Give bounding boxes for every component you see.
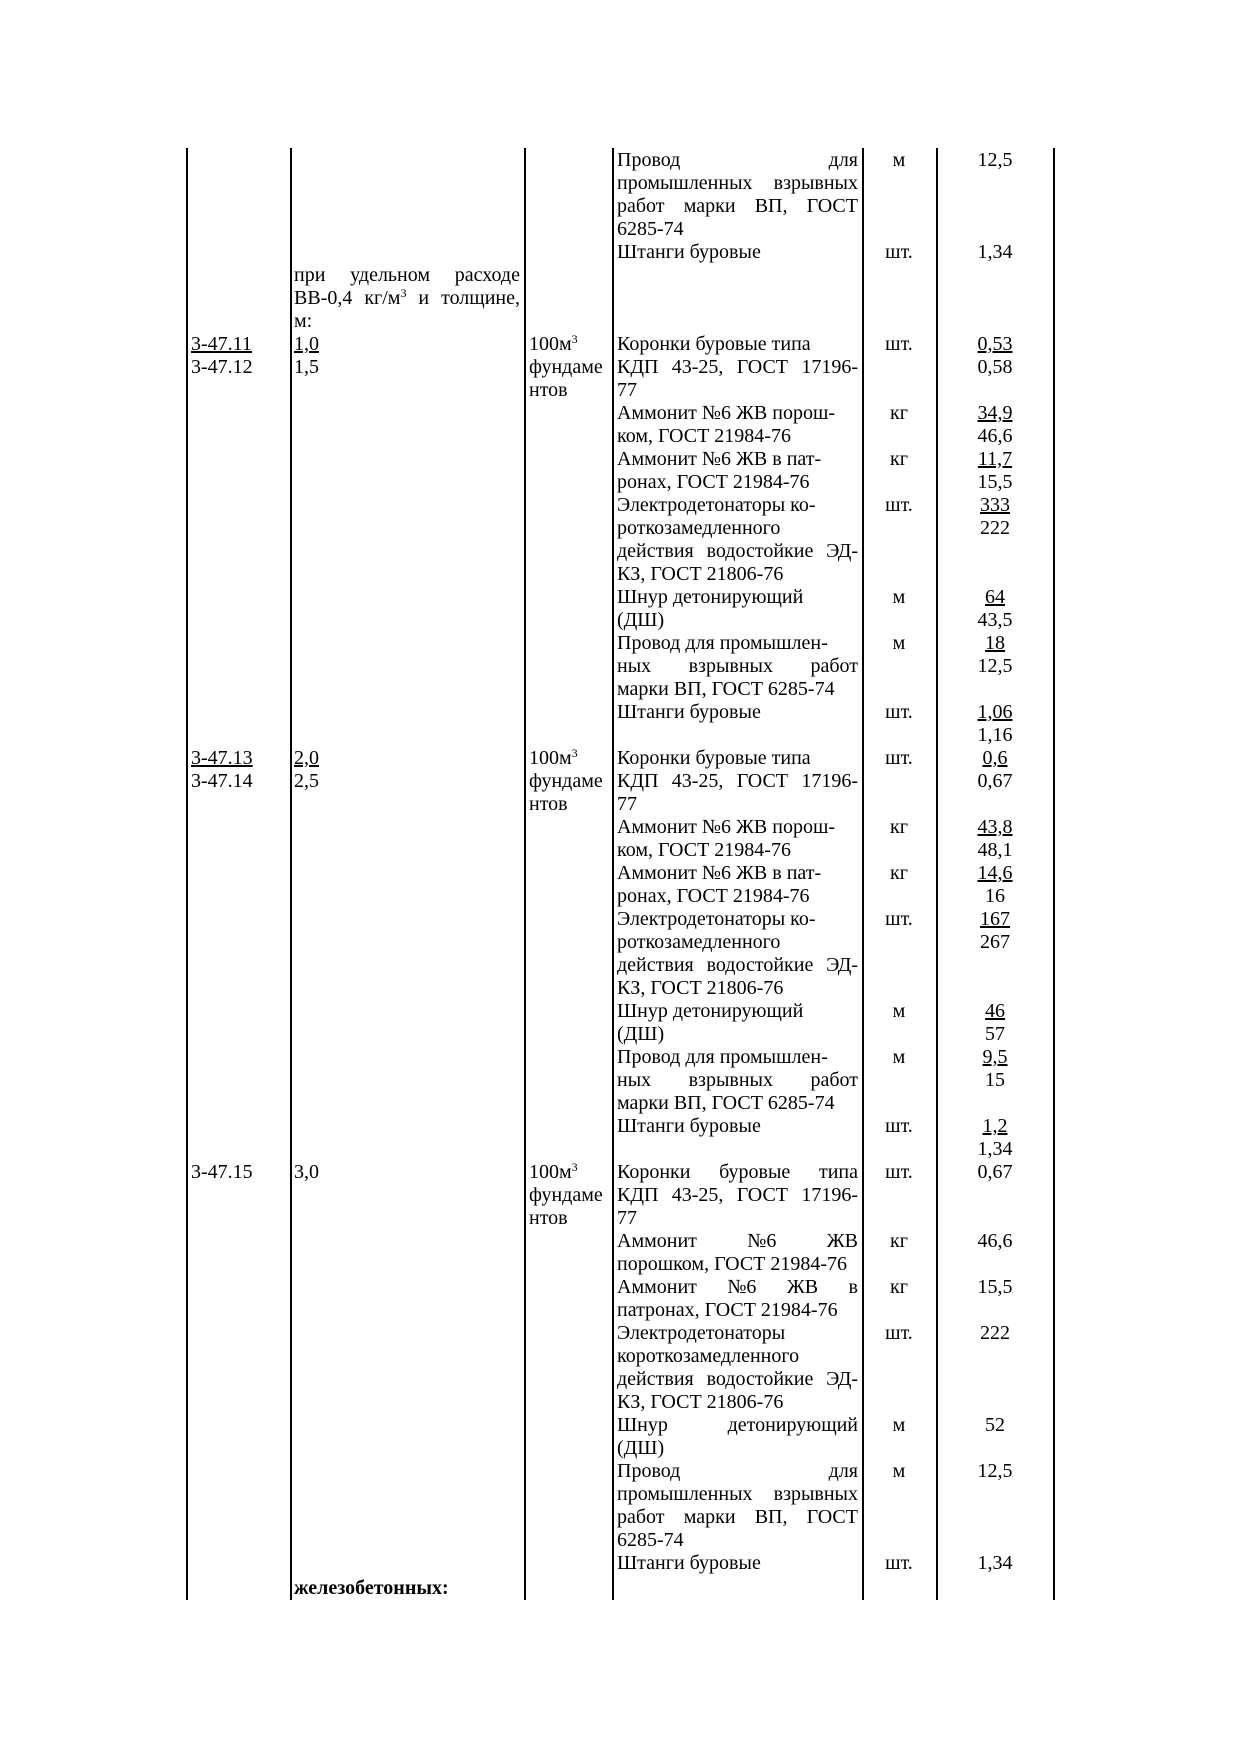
unit: кг <box>890 448 908 470</box>
unit: кг <box>890 1230 908 1252</box>
resource-name: действия водостойкие ЭД- <box>617 540 858 562</box>
resource-name: действия водостойкие ЭД- <box>617 954 858 976</box>
resource-name: 6285-74 <box>617 1529 684 1551</box>
resource-name: короткозамедленного <box>617 1345 800 1367</box>
resource-name: 77 <box>617 379 637 401</box>
value: 18 <box>985 632 1005 654</box>
value: 11,7 <box>977 448 1013 470</box>
resource-name: Шнур детонирующий <box>617 1414 858 1436</box>
value: 9,5 <box>982 1046 1008 1068</box>
unit: шт. <box>885 1115 913 1137</box>
resource-name: Штанги буровые <box>617 701 761 723</box>
thickness: 2,0 <box>294 747 319 769</box>
resource-name: Штанги буровые <box>617 241 761 263</box>
resource-name: ронах, ГОСТ 21984-76 <box>617 471 810 493</box>
resource-name: Провод для промышлен- <box>617 632 828 654</box>
thickness: 1,0 <box>294 333 319 355</box>
unit: м <box>892 1414 906 1436</box>
value: 1,16 <box>977 724 1013 746</box>
code: 3-47.15 <box>191 1161 253 1183</box>
unit: шт. <box>885 241 913 263</box>
meter: фундаме <box>529 1184 603 1206</box>
value: 0,67 <box>977 1161 1013 1183</box>
resource-name: 77 <box>617 1207 637 1229</box>
column-divider-1 <box>290 148 292 1600</box>
resource-name: Электродетонаторы ко- <box>617 494 816 516</box>
value: 15 <box>985 1069 1005 1091</box>
value: 0,67 <box>977 770 1013 792</box>
thickness: 2,5 <box>294 770 319 792</box>
meter: $100м^3$ <box>529 746 578 769</box>
unit: м <box>892 586 906 608</box>
value: 0,58 <box>977 356 1013 378</box>
unit: шт. <box>885 494 913 516</box>
value: 333 <box>980 494 1010 516</box>
resource-name: Электродетонаторы <box>617 1322 786 1344</box>
unit: м <box>892 1460 906 1482</box>
resource-name: Шнур детонирующий <box>617 1000 804 1022</box>
unit: шт. <box>885 908 913 930</box>
code: 3-47.13 <box>191 747 253 769</box>
meter: фундаме <box>529 356 603 378</box>
resource-name: КЗ, ГОСТ 21806-76 <box>617 1391 784 1413</box>
resource-name: КДП 43-25, ГОСТ 17196- <box>617 356 858 378</box>
value: 34,9 <box>977 402 1013 424</box>
resource-name: промышленных взрывных <box>617 1483 858 1505</box>
value: 46,6 <box>977 425 1013 447</box>
value: 222 <box>980 517 1010 539</box>
resource-name: роткозамедленного <box>617 931 781 953</box>
unit: м <box>892 632 906 654</box>
resource-name: Аммонит №6 ЖВ в пат- <box>617 448 822 470</box>
value: 15,5 <box>977 471 1013 493</box>
resource-name: (ДШ) <box>617 1023 665 1045</box>
meter: $100м^3$ <box>529 332 578 355</box>
unit: кг <box>890 1276 908 1298</box>
resource-name: Коронки буровые типа <box>617 1161 858 1183</box>
resource-name: роткозамедленного <box>617 517 781 539</box>
resource-name: действия водостойкие ЭД- <box>617 1368 858 1390</box>
value: 1,34 <box>977 1138 1013 1160</box>
resource-name: ком, ГОСТ 21984-76 <box>617 839 791 861</box>
resource-name: работ марки ВП, ГОСТ <box>617 195 858 217</box>
table-border-left <box>186 148 188 1600</box>
unit: кг <box>890 816 908 838</box>
value: 52 <box>985 1414 1005 1436</box>
resource-name: Коронки буровые типа <box>617 747 811 769</box>
value: 43,5 <box>977 609 1013 631</box>
resource-name: промышленных взрывных <box>617 172 858 194</box>
unit: шт. <box>885 1552 913 1574</box>
resource-name: Штанги буровые <box>617 1552 761 1574</box>
meter: нтов <box>529 379 568 401</box>
column-divider-2 <box>524 148 526 1600</box>
resource-name: работ марки ВП, ГОСТ <box>617 1506 858 1528</box>
value: 48,1 <box>977 839 1013 861</box>
unit: кг <box>890 402 908 424</box>
section-heading: м: <box>294 310 313 332</box>
resource-name: 77 <box>617 793 637 815</box>
resource-name: марки ВП, ГОСТ 6285-74 <box>617 1092 835 1114</box>
meter: фундаме <box>529 770 603 792</box>
section-heading: ВВ-0,4 $кг/м^3$ и толщине, <box>294 286 520 309</box>
resource-name: (ДШ) <box>617 1437 665 1459</box>
resource-name: ронах, ГОСТ 21984-76 <box>617 885 810 907</box>
unit: м <box>892 1046 906 1068</box>
meter: нтов <box>529 1207 568 1229</box>
value: 43,8 <box>977 816 1013 838</box>
value: 14,6 <box>977 862 1013 884</box>
value: 167 <box>980 908 1010 930</box>
resource-name: Аммонит №6 ЖВ в <box>617 1276 858 1298</box>
unit: шт. <box>885 701 913 723</box>
meter: $100м^3$ <box>529 1160 578 1183</box>
resource-name: Аммонит №6 ЖВ порош- <box>617 402 836 424</box>
value: 12,5 <box>977 655 1013 677</box>
value: 16 <box>985 885 1005 907</box>
value: 1,34 <box>977 1552 1013 1574</box>
resource-name: ных взрывных работ <box>617 655 858 677</box>
value: 15,5 <box>977 1276 1013 1298</box>
value: 1,34 <box>977 241 1013 263</box>
resource-name: Шнур детонирующий <box>617 586 804 608</box>
value: 64 <box>985 586 1005 608</box>
resource-name: Аммонит №6 ЖВ в пат- <box>617 862 822 884</box>
resource-name: Электродетонаторы ко- <box>617 908 816 930</box>
meter: нтов <box>529 793 568 815</box>
value: 1,06 <box>977 701 1013 723</box>
resource-name: Провод для <box>617 149 858 171</box>
resource-name: Провод для <box>617 1460 858 1482</box>
code: 3-47.12 <box>191 356 253 378</box>
unit: м <box>892 1000 906 1022</box>
unit: кг <box>890 862 908 884</box>
column-divider-3 <box>612 148 614 1600</box>
unit: шт. <box>885 1161 913 1183</box>
resource-name: КДП 43-25, ГОСТ 17196- <box>617 1184 858 1206</box>
section-heading-bold: железобетонных: <box>294 1577 449 1599</box>
unit: шт. <box>885 333 913 355</box>
value: 46,6 <box>977 1230 1013 1252</box>
value: 12,5 <box>977 1460 1013 1482</box>
resource-name: Провод для промышлен- <box>617 1046 828 1068</box>
resource-name: 6285-74 <box>617 218 684 240</box>
resource-name: Аммонит №6 ЖВ <box>617 1230 858 1252</box>
code: 3-47.11 <box>191 333 252 355</box>
unit: шт. <box>885 1322 913 1344</box>
code: 3-47.14 <box>191 770 253 792</box>
resource-name: Штанги буровые <box>617 1115 761 1137</box>
resource-name: порошком, ГОСТ 21984-76 <box>617 1253 848 1275</box>
resource-name: ком, ГОСТ 21984-76 <box>617 425 791 447</box>
resource-name: КДП 43-25, ГОСТ 17196- <box>617 770 858 792</box>
resource-name: Коронки буровые типа <box>617 333 811 355</box>
value: 57 <box>985 1023 1005 1045</box>
value: 267 <box>980 931 1010 953</box>
thickness: 1,5 <box>294 356 319 378</box>
thickness: 3,0 <box>294 1161 319 1183</box>
value: 46 <box>985 1000 1005 1022</box>
resource-name: ных взрывных работ <box>617 1069 858 1091</box>
value: 12,5 <box>977 149 1013 171</box>
section-heading: при удельном расходе <box>294 264 520 286</box>
resource-name: патронах, ГОСТ 21984-76 <box>617 1299 838 1321</box>
value: 0,53 <box>977 333 1013 355</box>
resource-name: КЗ, ГОСТ 21806-76 <box>617 563 784 585</box>
resource-name: марки ВП, ГОСТ 6285-74 <box>617 678 835 700</box>
value: 1,2 <box>982 1115 1008 1137</box>
unit: м <box>892 149 906 171</box>
value: 0,6 <box>982 747 1008 769</box>
resource-name: КЗ, ГОСТ 21806-76 <box>617 977 784 999</box>
resource-name: (ДШ) <box>617 609 665 631</box>
resource-name: Аммонит №6 ЖВ порош- <box>617 816 836 838</box>
value: 222 <box>980 1322 1010 1344</box>
unit: шт. <box>885 747 913 769</box>
